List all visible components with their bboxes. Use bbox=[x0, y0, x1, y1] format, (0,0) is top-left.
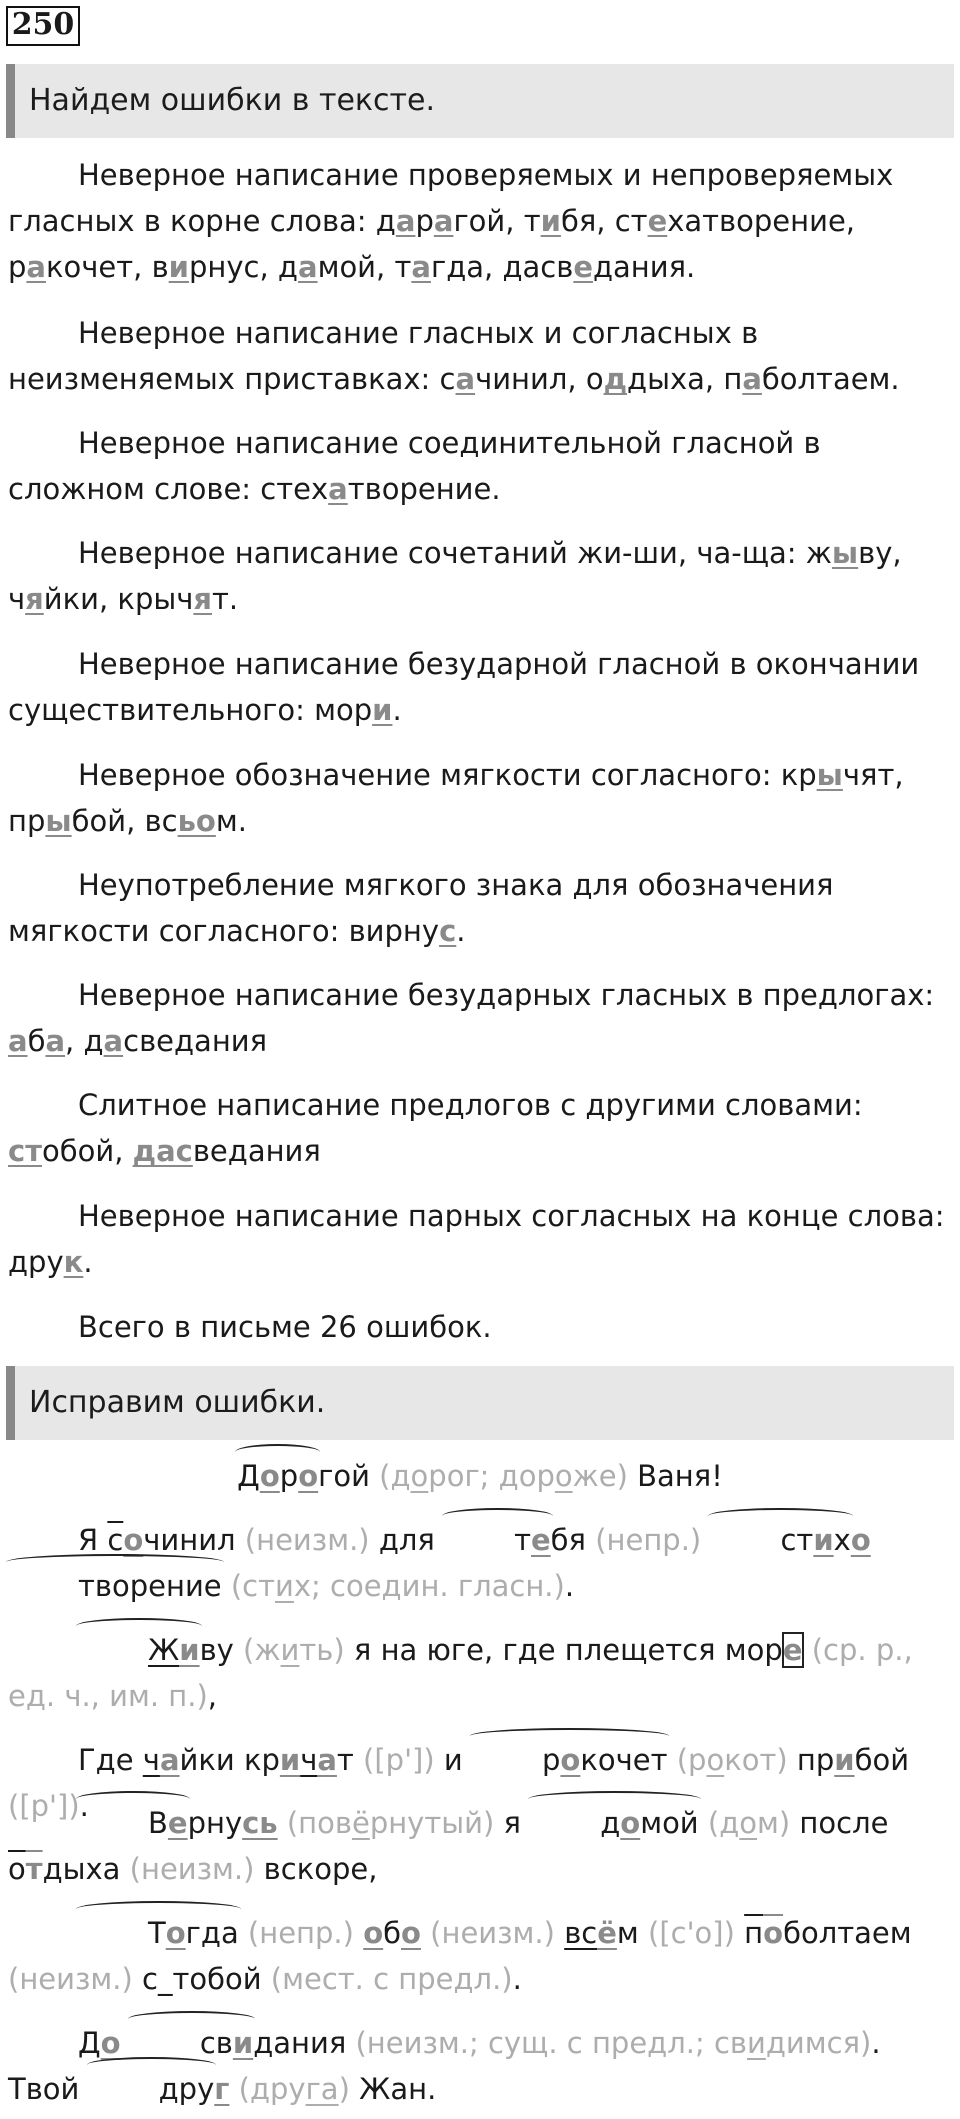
text: р bbox=[8, 250, 27, 284]
text: , bbox=[65, 1024, 84, 1058]
error-letter: а bbox=[395, 204, 416, 238]
text: ву, bbox=[858, 536, 902, 570]
note: о bbox=[410, 1459, 429, 1493]
checked-letter: и bbox=[179, 1633, 200, 1667]
note: о bbox=[739, 1806, 757, 1840]
text: х bbox=[833, 1523, 851, 1557]
letter-greeting bbox=[8, 1453, 952, 1499]
task-number: 250 bbox=[6, 6, 80, 46]
note: (ст bbox=[221, 1569, 276, 1603]
text: хатворение, bbox=[667, 204, 856, 238]
text: д bbox=[83, 1024, 104, 1058]
error-paragraph-joined-prepositions bbox=[8, 1082, 952, 1174]
text: Т bbox=[148, 1916, 166, 1950]
text: В bbox=[148, 1806, 168, 1840]
text: Где bbox=[78, 1743, 143, 1777]
text: ч bbox=[142, 1743, 160, 1777]
text: . bbox=[79, 1789, 89, 1823]
note: ) bbox=[338, 2072, 350, 2106]
text: Неверное написание проверяемых и непроверяемых гласных в корне слова: bbox=[8, 158, 894, 238]
text: бя bbox=[550, 1523, 586, 1557]
checked-letter: е bbox=[167, 1806, 188, 1840]
note: (неизм.) bbox=[420, 1916, 555, 1950]
text bbox=[555, 1916, 564, 1950]
error-letter: ы bbox=[816, 758, 843, 792]
text: вс bbox=[144, 804, 178, 838]
text: д bbox=[600, 1806, 621, 1840]
error-letter: и bbox=[372, 693, 393, 727]
note: (неизм.) bbox=[8, 1962, 133, 1996]
note: же) bbox=[572, 1459, 628, 1493]
note: ё bbox=[351, 1806, 370, 1840]
error-paragraph-paired-consonants bbox=[8, 1193, 952, 1285]
checked-letter: а bbox=[317, 1743, 337, 1777]
error-paragraph-softness bbox=[8, 752, 952, 844]
root-arc bbox=[78, 1627, 200, 1673]
text: после bbox=[790, 1806, 889, 1840]
note: ([р']) bbox=[353, 1743, 435, 1777]
checked-letter: и bbox=[279, 1743, 301, 1777]
note: (пов bbox=[277, 1806, 352, 1840]
text: бой, bbox=[71, 804, 145, 838]
text: рнус, bbox=[189, 250, 278, 284]
note: о bbox=[706, 1743, 725, 1777]
error-letter: а bbox=[8, 1024, 28, 1058]
text: р bbox=[541, 1743, 561, 1777]
note: (ср. р., ед. ч., им. п.) bbox=[8, 1633, 913, 1713]
error-paragraph-ending bbox=[8, 641, 952, 733]
text: Ваня! bbox=[627, 1459, 723, 1493]
note: (дру bbox=[229, 2072, 306, 2106]
prefix-mark: о bbox=[8, 1852, 26, 1886]
text: для bbox=[369, 1523, 445, 1557]
error-letter: а bbox=[45, 1024, 66, 1058]
note: о bbox=[554, 1459, 573, 1493]
text: Неверное обозначение мягкости согласного: bbox=[78, 758, 781, 792]
error-letter: и bbox=[168, 250, 189, 284]
error-letter: а bbox=[26, 250, 46, 284]
text: Д bbox=[78, 2026, 101, 2060]
text: Я bbox=[78, 1523, 108, 1557]
error-paragraph-roots bbox=[8, 152, 952, 290]
text: обой, bbox=[42, 1134, 133, 1168]
note: (д bbox=[369, 1459, 411, 1493]
text bbox=[354, 1916, 363, 1950]
text: т bbox=[523, 204, 541, 238]
note: и bbox=[280, 1633, 300, 1667]
text: . Твой bbox=[8, 2026, 881, 2106]
checked-letter: а bbox=[159, 1743, 180, 1777]
text: б bbox=[27, 1024, 46, 1058]
text: крыч bbox=[117, 582, 194, 616]
text: д bbox=[277, 250, 298, 284]
text: св bbox=[199, 2026, 233, 2060]
text: Неверное написание соединительной гласной в сложном слове: bbox=[8, 426, 821, 506]
text: ведания bbox=[192, 1134, 321, 1168]
error-letter: а bbox=[103, 1024, 124, 1058]
text: . bbox=[456, 914, 466, 948]
root-arc bbox=[472, 1737, 668, 1783]
text: стех bbox=[260, 472, 329, 506]
error-letter: я bbox=[25, 582, 44, 616]
text: Неверное написание безударной гласной в окончании существительного: bbox=[8, 647, 920, 727]
text: , bbox=[207, 1679, 217, 1713]
text: о bbox=[585, 362, 604, 396]
text: дания bbox=[253, 2026, 347, 2060]
text: р bbox=[279, 1459, 299, 1493]
checked-letter: о bbox=[560, 1743, 581, 1777]
checked-letter: о bbox=[363, 1916, 384, 1950]
error-letter: ьо bbox=[177, 804, 216, 838]
note: ([р']) bbox=[8, 1789, 80, 1823]
checked-letter: и bbox=[232, 2026, 254, 2060]
error-letter: а bbox=[411, 250, 431, 284]
note: х; соедин. гласн.) bbox=[293, 1569, 565, 1603]
text: ст bbox=[614, 204, 648, 238]
note: ть) bbox=[299, 1633, 345, 1667]
text: рну bbox=[187, 1806, 243, 1840]
root-arc bbox=[89, 2066, 215, 2112]
note: димся) bbox=[765, 2026, 872, 2060]
letter-sentence-6 bbox=[8, 2020, 952, 2112]
root-arc bbox=[8, 1563, 222, 1609]
text: Жан. bbox=[349, 2072, 437, 2106]
text: . bbox=[564, 1569, 575, 1603]
prefix-mark: с bbox=[107, 1523, 124, 1557]
text: Слитное написание предлогов с другими словами: bbox=[78, 1088, 863, 1122]
text: болтаем bbox=[783, 1916, 912, 1950]
note: ([с'о]) bbox=[638, 1916, 735, 1950]
prefix-mark: п bbox=[744, 1916, 764, 1950]
error-letter: и bbox=[540, 204, 561, 238]
ending-box: е bbox=[782, 1633, 803, 1667]
root-arc bbox=[78, 1800, 188, 1846]
checked-letter: г bbox=[214, 2072, 230, 2106]
checked-letter: о bbox=[620, 1806, 641, 1840]
text: йки, bbox=[43, 582, 118, 616]
note: (неизм.) bbox=[235, 1523, 370, 1557]
note: (д bbox=[698, 1806, 740, 1840]
error-letter: дас bbox=[132, 1134, 193, 1168]
text: мой, bbox=[317, 250, 395, 284]
error-letter: а bbox=[297, 250, 318, 284]
text: . bbox=[512, 1962, 522, 1996]
text: мой bbox=[640, 1806, 699, 1840]
note: (непр.) bbox=[238, 1916, 354, 1950]
text: с bbox=[439, 362, 456, 396]
note: (ж bbox=[233, 1633, 281, 1667]
text: чинил, bbox=[475, 362, 586, 396]
error-letter: ы bbox=[831, 536, 859, 570]
checked-letter: о bbox=[100, 2026, 121, 2060]
text: болтаем. bbox=[761, 362, 900, 396]
text: дру bbox=[8, 1245, 64, 1279]
checked-letter: о bbox=[401, 1916, 421, 1950]
text: ж bbox=[805, 536, 832, 570]
text: Неверное написание гласных и согласных в неизменяемых приставках: bbox=[8, 316, 759, 396]
checked-letter: о bbox=[850, 1523, 871, 1557]
error-letter: ы bbox=[45, 804, 72, 838]
text: м bbox=[616, 1916, 639, 1950]
text: чинил bbox=[143, 1523, 236, 1557]
note: и bbox=[747, 2026, 766, 2060]
error-letter: я bbox=[193, 582, 213, 616]
text: вскоре, bbox=[254, 1852, 378, 1886]
note: кот) bbox=[724, 1743, 788, 1777]
text: т bbox=[336, 1743, 354, 1777]
checked-letter: о bbox=[763, 1916, 784, 1950]
text: Д bbox=[237, 1459, 260, 1493]
text: Неверное написание парных согласных на конце слова: bbox=[78, 1199, 945, 1233]
text: сведания bbox=[123, 1024, 268, 1058]
error-paragraph-zhi-shi bbox=[8, 530, 952, 622]
error-letter: а bbox=[328, 472, 348, 506]
text: т bbox=[514, 1523, 531, 1557]
text: чят, bbox=[842, 758, 904, 792]
error-paragraph-connecting-vowel bbox=[8, 420, 952, 512]
root-arc bbox=[530, 1800, 698, 1846]
text: с_тобой bbox=[132, 1962, 262, 1996]
error-letter: е bbox=[573, 250, 593, 284]
text: п bbox=[723, 362, 743, 396]
note: (неизм.) bbox=[120, 1852, 255, 1886]
text: Неверное написание сочетаний жи-ши, ча-ща: bbox=[78, 536, 806, 570]
text: . bbox=[83, 1245, 93, 1279]
text: ч bbox=[300, 1743, 318, 1777]
error-total: Всего в письме 26 ошибок. bbox=[78, 1310, 492, 1344]
text: дания. bbox=[592, 250, 696, 284]
checked-letter: ё bbox=[597, 1916, 617, 1950]
text bbox=[121, 2026, 130, 2060]
checked-letter: о bbox=[259, 1459, 280, 1493]
text: бя, bbox=[560, 204, 615, 238]
text: гой bbox=[318, 1459, 370, 1493]
text: дру bbox=[158, 2072, 215, 2106]
text: вирну bbox=[348, 914, 440, 948]
text: р bbox=[415, 204, 434, 238]
note: рнутый) bbox=[369, 1806, 495, 1840]
text: дыха bbox=[42, 1852, 121, 1886]
text: дасв bbox=[502, 250, 574, 284]
text: Неупотребление мягкого знака для обозначения мягкости согласного: bbox=[8, 868, 834, 948]
root-arc bbox=[444, 1517, 551, 1563]
text: Неверное написание безударных гласных в предлогах: bbox=[78, 978, 935, 1012]
note: (непр.) bbox=[586, 1523, 702, 1557]
text: дыха, bbox=[627, 362, 724, 396]
text: кочет, bbox=[46, 250, 152, 284]
text bbox=[735, 1916, 744, 1950]
text: д bbox=[375, 204, 396, 238]
text: и bbox=[434, 1743, 472, 1777]
text bbox=[788, 1743, 797, 1777]
error-paragraph-soft-sign bbox=[8, 862, 952, 954]
error-letter: ст bbox=[8, 1134, 42, 1168]
error-letter: е bbox=[647, 204, 668, 238]
text: гда, bbox=[430, 250, 503, 284]
checked-letter: и bbox=[834, 1743, 855, 1777]
text: ст bbox=[780, 1523, 814, 1557]
note: га bbox=[305, 2072, 339, 2106]
note: (мест. с предл.) bbox=[261, 1962, 513, 1996]
root-arc bbox=[710, 1517, 850, 1563]
text: ву bbox=[199, 1633, 234, 1667]
checked-letter: и bbox=[813, 1523, 834, 1557]
text: я bbox=[494, 1806, 531, 1840]
text: в bbox=[151, 250, 169, 284]
text: кочет bbox=[580, 1743, 668, 1777]
text: гой, bbox=[453, 204, 524, 238]
error-letter: д bbox=[603, 362, 628, 396]
text: Ж bbox=[148, 1633, 180, 1667]
text: гда bbox=[185, 1916, 239, 1950]
text bbox=[701, 1523, 710, 1557]
error-letter: а bbox=[433, 204, 454, 238]
text: творение. bbox=[347, 472, 501, 506]
text: б bbox=[383, 1916, 402, 1950]
section-header-fix-errors: Исправим ошибки. bbox=[6, 1366, 954, 1440]
checked-letter: о bbox=[165, 1916, 186, 1950]
error-letter: а bbox=[742, 362, 762, 396]
note: рог; дор bbox=[428, 1459, 555, 1493]
text: т. bbox=[212, 582, 239, 616]
letter-sentence-2 bbox=[8, 1627, 952, 1719]
error-letter: к bbox=[63, 1245, 84, 1279]
note: и bbox=[275, 1569, 294, 1603]
text: пр bbox=[8, 804, 46, 838]
text: пр bbox=[796, 1743, 835, 1777]
text: ч bbox=[8, 582, 26, 616]
checked-letter: о bbox=[298, 1459, 319, 1493]
error-paragraph-prepositions bbox=[8, 972, 952, 1064]
text: кр bbox=[780, 758, 817, 792]
note: (неизм.; сущ. с предл.; св bbox=[346, 2026, 748, 2060]
error-letter: с bbox=[439, 914, 457, 948]
checked-letter: т bbox=[25, 1852, 43, 1886]
text: т bbox=[394, 250, 412, 284]
text: м. bbox=[215, 804, 247, 838]
note: м) bbox=[757, 1806, 791, 1840]
letter-sentence-4 bbox=[8, 1800, 952, 1892]
letter-sentence-5 bbox=[8, 1910, 952, 2002]
text: бой bbox=[854, 1743, 910, 1777]
checked-letter: е bbox=[530, 1523, 551, 1557]
root-arc bbox=[78, 1910, 239, 1956]
text: я на юге, где плещется мор bbox=[344, 1633, 783, 1667]
section-header-find-errors: Найдем ошибки в тексте. bbox=[6, 64, 954, 138]
checked-letter: о bbox=[123, 1523, 144, 1557]
checked-letter: сь bbox=[242, 1806, 278, 1840]
text: вс bbox=[564, 1916, 598, 1950]
text: йки кр bbox=[179, 1743, 280, 1777]
note: (р bbox=[667, 1743, 707, 1777]
text: мор bbox=[314, 693, 373, 727]
letter-sentence-1 bbox=[8, 1517, 952, 1609]
error-paragraph-prefixes bbox=[8, 310, 952, 402]
root-arc bbox=[237, 1453, 318, 1499]
text: творение bbox=[78, 1569, 222, 1603]
error-letter: а bbox=[455, 362, 476, 396]
text: . bbox=[392, 693, 402, 727]
